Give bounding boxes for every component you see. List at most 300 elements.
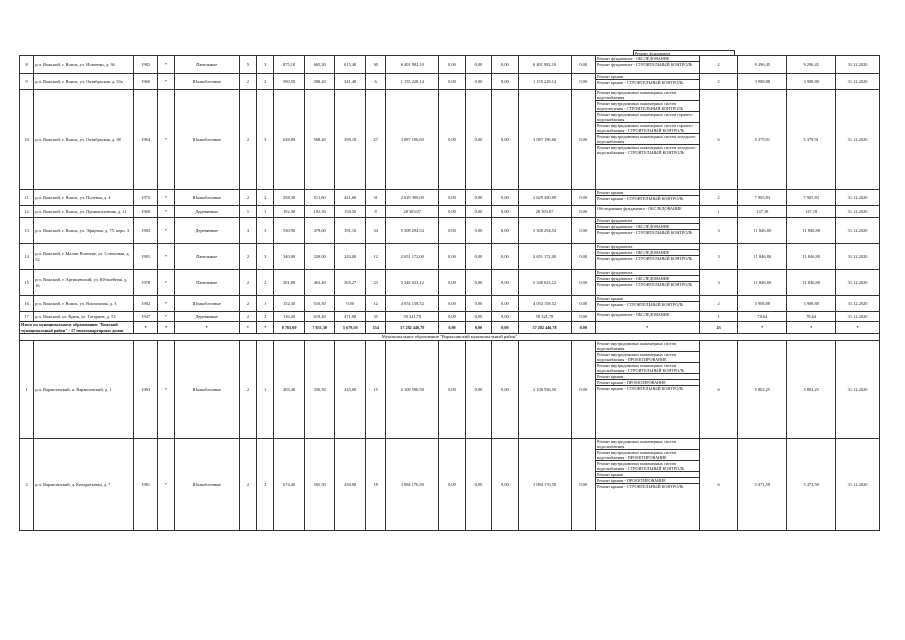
- table-cell: 2 106 596,50: [386, 341, 439, 439]
- address-cell: р.п. Вараксинский, д. Кондратьевка, д. 7: [34, 439, 134, 531]
- table-cell: *: [158, 206, 174, 218]
- total-cell: *: [787, 322, 836, 334]
- table-cell: 58 321,78: [386, 312, 439, 322]
- table-cell: 421,60: [335, 190, 366, 206]
- address-cell: р.п. Вожский, г. Вожск, ул. Октябрьская, д. 38: [34, 90, 134, 190]
- table-cell: 3: [257, 56, 274, 74]
- work-item: Ремонт фундамента - ОБСЛЕДОВАНИЕ: [596, 250, 699, 256]
- table-cell: Шлакоблочные: [174, 439, 239, 531]
- table-cell: 1: [239, 206, 256, 218]
- total-cell: 8 765,69: [274, 322, 305, 334]
- work-item: Ремонт крыши - СТРОИТЕЛЬНЫЙ КОНТРОЛЬ: [596, 80, 684, 85]
- total-cell: 0,00: [492, 322, 518, 334]
- table-cell: 0,00: [571, 439, 595, 531]
- table-cell: 31.12.2020: [836, 341, 880, 439]
- table-cell: 2: [239, 190, 256, 206]
- works-cell: [595, 296, 699, 312]
- table-cell: 0,00: [492, 218, 518, 244]
- table-cell: 3 908,88: [738, 74, 787, 90]
- table-cell: 0,00: [492, 90, 518, 190]
- work-item: Ремонт внутридомовых инженерных систем горячего водоснабжения: [596, 112, 699, 123]
- table-cell: 6 401 982,10: [518, 56, 571, 74]
- table-row: [20, 244, 880, 270]
- table-cell: 28 303,07: [518, 206, 571, 218]
- table-cell: 31.12.2020: [836, 90, 880, 190]
- table-cell: 1963: [133, 341, 157, 439]
- total-cell: 57 282 446,78: [386, 322, 439, 334]
- table-cell: *: [158, 74, 174, 90]
- table-cell: 7 905,83: [738, 190, 787, 206]
- table-cell: 0,00: [492, 341, 518, 439]
- table-cell: *: [158, 218, 174, 244]
- table-cell: 0,00: [439, 312, 465, 322]
- table-cell: 31.12.2020: [836, 312, 880, 322]
- address-cell: р.п. Вожский, г. Вожск, ул. Октябрьская, д. 33а: [34, 74, 134, 90]
- section-title: Муниципальное образование "Вараксинский муниципальный район": [20, 334, 880, 341]
- work-item: Ремонт фундамента - ОБСЛЕДОВАНИЕ: [596, 224, 699, 230]
- table-cell: 9 296,45: [738, 56, 787, 74]
- work-item: Ремонт фундамента - СТРОИТЕЛЬНЫЙ КОНТРОЛЬ: [596, 230, 693, 235]
- table-cell: 5 308 294,54: [518, 218, 571, 244]
- table-cell: 11 846,80: [787, 270, 836, 296]
- total-cell: 57 282 446,78: [518, 322, 571, 334]
- table-row: [20, 190, 880, 206]
- table-cell: 391,10: [335, 218, 366, 244]
- table-cell: Шлакоблочные: [174, 90, 239, 190]
- table-cell: 31.12.2020: [836, 296, 880, 312]
- work-item: Обследование фундамента - ОБСЛЕДОВАНИЕ: [596, 206, 682, 211]
- table-row: [20, 296, 880, 312]
- table-row: [20, 341, 880, 439]
- row-number-cell: 2: [20, 439, 34, 531]
- table-cell: 2: [257, 190, 274, 206]
- table-cell: 3: [239, 218, 256, 244]
- row-number-cell: 12: [20, 206, 34, 218]
- work-item: Ремонт крыши - ПРОЕКТИРОВАНИЕ: [596, 380, 699, 386]
- table-cell: 2: [699, 56, 738, 74]
- table-cell: 5 471,58: [787, 439, 836, 531]
- total-cell: *: [738, 322, 787, 334]
- table-cell: *: [158, 439, 174, 531]
- work-item: Ремонт фундамента: [596, 270, 699, 276]
- table-cell: 1960: [133, 74, 157, 90]
- table-cell: 405,40: [274, 341, 305, 439]
- address-cell: р.п. Вараксинский, п. Вараксинский, д. 1: [34, 341, 134, 439]
- table-cell: 1978: [133, 270, 157, 296]
- table-cell: 2: [239, 270, 256, 296]
- table-cell: 2 651 172,00: [518, 244, 571, 270]
- total-cell: *: [257, 322, 274, 334]
- table-cell: 3 084 176,50: [518, 439, 571, 531]
- table-cell: 3: [257, 244, 274, 270]
- table-cell: 18: [365, 439, 385, 531]
- table-cell: 243,00: [335, 244, 366, 270]
- works-cell: [595, 190, 699, 206]
- total-cell: *: [174, 322, 239, 334]
- table-cell: 6: [699, 341, 738, 439]
- table-cell: 3: [257, 90, 274, 190]
- works-cell: [595, 74, 699, 90]
- table-cell: 31.12.2020: [836, 190, 880, 206]
- table-cell: 340,00: [274, 244, 305, 270]
- table-cell: 530,90: [274, 218, 305, 244]
- table-cell: 0,00: [465, 270, 491, 296]
- work-item: Ремонт фундамента: [596, 244, 699, 250]
- table-row: [20, 218, 880, 244]
- table-cell: 2: [239, 312, 256, 322]
- works-cell: [595, 244, 699, 270]
- table-cell: Деревянные: [174, 312, 239, 322]
- table-cell: 0,00: [571, 218, 595, 244]
- table-cell: 8: [365, 206, 385, 218]
- table-cell: 3: [257, 218, 274, 244]
- work-item: Ремонт внутридомовых инженерных систем горячего водоснабжения - СТРОИТЕЛЬНЫЙ КОНТРОЛЬ: [596, 123, 699, 134]
- repair-plan-table-sheet: [19, 55, 880, 531]
- table-cell: 1975: [133, 190, 157, 206]
- row-number-cell: 13: [20, 218, 34, 244]
- table-row: [20, 439, 880, 531]
- work-item: Ремонт внутридомовых инженерных систем водоснабжения - ПРОЕКТИРОВАНИЕ: [596, 450, 699, 461]
- table-cell: 1: [699, 312, 738, 322]
- table-cell: 565,50: [304, 439, 335, 531]
- table-cell: 0,00: [492, 312, 518, 322]
- table-row: [20, 56, 880, 74]
- table-cell: 6 401 982,10: [386, 56, 439, 74]
- table-cell: 0,00: [492, 74, 518, 90]
- row-number-cell: 11: [20, 190, 34, 206]
- table-cell: 0,00: [465, 296, 491, 312]
- table-cell: 2: [239, 341, 256, 439]
- table-cell: 0,00: [465, 341, 491, 439]
- table-cell: 1: [257, 296, 274, 312]
- table-cell: 0,00: [571, 90, 595, 190]
- table-cell: 0,00: [571, 244, 595, 270]
- table-cell: 3 087 196,60: [386, 90, 439, 190]
- table-cell: 510,30: [304, 296, 335, 312]
- work-item: Ремонт внутридомовых инженерных систем водоснабжения: [596, 439, 699, 450]
- table-cell: 0,00: [439, 244, 465, 270]
- table-cell: 341,40: [335, 74, 366, 90]
- work-item: Ремонт крыши: [596, 296, 699, 302]
- table-cell: 638,80: [274, 90, 305, 190]
- table-cell: 0,00: [492, 270, 518, 296]
- table-cell: 1 155 228,14: [518, 74, 571, 90]
- table-row: [20, 270, 880, 296]
- table-cell: 3: [699, 218, 738, 244]
- work-item: Ремонт крыши - СТРОИТЕЛЬНЫЙ КОНТРОЛЬ: [596, 386, 684, 391]
- work-item: Ремонт крыши: [596, 74, 699, 80]
- table-cell: 3: [699, 270, 738, 296]
- table-cell: 501,80: [274, 270, 305, 296]
- table-cell: 0,00: [571, 270, 595, 296]
- table-cell: 1981: [133, 439, 157, 531]
- table-cell: 1: [257, 341, 274, 439]
- table-cell: 558,30: [274, 190, 305, 206]
- table-cell: 2: [699, 74, 738, 90]
- works-cell: [595, 341, 699, 439]
- works-cell: [595, 90, 699, 190]
- row-number-cell: 15: [20, 270, 34, 296]
- table-cell: 150,50: [335, 206, 366, 218]
- table-row: [20, 90, 880, 190]
- table-cell: 665,30: [304, 56, 335, 74]
- table-cell: 320,00: [304, 244, 335, 270]
- total-cell: 0,00: [571, 322, 595, 334]
- table-cell: 0,00: [439, 56, 465, 74]
- table-cell: *: [158, 270, 174, 296]
- table-cell: 31.12.2020: [836, 439, 880, 531]
- work-item: Ремонт внутридомовых инженерных систем водоснабжения: [596, 90, 699, 101]
- total-cell: 7 851,30: [304, 322, 335, 334]
- total-cell: 5 679,50: [335, 322, 366, 334]
- table-cell: 0,00: [492, 206, 518, 218]
- table-cell: 0,00: [492, 439, 518, 531]
- table-cell: 430,80: [335, 439, 366, 531]
- table-cell: 0,00: [571, 206, 595, 218]
- works-cell: [595, 56, 699, 74]
- table-cell: 0,00: [571, 190, 595, 206]
- table-cell: 3 908,88: [787, 74, 836, 90]
- address-cell: р.п. Вожский, г. Вожск, ул. Полевая, д. 4: [34, 190, 134, 206]
- table-cell: 7 905,83: [787, 190, 836, 206]
- top-work-cell: Ремонт фундамента: [633, 50, 735, 55]
- table-cell: 78,64: [738, 312, 787, 322]
- table-cell: 1: [257, 206, 274, 218]
- table-cell: *: [158, 312, 174, 322]
- total-cell: *: [836, 322, 880, 334]
- table-cell: 3 908,88: [787, 296, 836, 312]
- work-item: Ремонт крыши: [596, 190, 699, 196]
- table-cell: 0,00: [492, 56, 518, 74]
- table-cell: 5 802,25: [738, 341, 787, 439]
- table-cell: 2 629 390,09: [518, 190, 571, 206]
- table-cell: 192,30: [274, 206, 305, 218]
- table-cell: 78,64: [787, 312, 836, 322]
- table-cell: Деревянные: [174, 206, 239, 218]
- table-cell: 0,00: [439, 439, 465, 531]
- table-cell: 356,30: [304, 341, 335, 439]
- table-cell: 1960: [133, 206, 157, 218]
- table-cell: 31: [365, 190, 385, 206]
- work-item: Ремонт крыши - СТРОИТЕЛЬНЫЙ КОНТРОЛЬ: [596, 196, 684, 201]
- table-cell: Шлакоблочные: [174, 190, 239, 206]
- table-cell: 0,00: [571, 56, 595, 74]
- table-cell: 2: [239, 296, 256, 312]
- table-cell: 2: [257, 312, 274, 322]
- table-cell: 31.12.2020: [836, 270, 880, 296]
- total-cell: 43: [699, 322, 738, 334]
- total-row: [20, 322, 880, 334]
- table-cell: 0,00: [465, 312, 491, 322]
- table-cell: 390,10: [335, 90, 366, 190]
- table-cell: 2: [699, 296, 738, 312]
- table-cell: Панельные: [174, 56, 239, 74]
- table-cell: 0,00: [465, 56, 491, 74]
- table-cell: 6: [699, 439, 738, 531]
- work-item: Ремонт фундамента: [596, 218, 699, 224]
- table-cell: 1: [699, 206, 738, 218]
- works-cell: [595, 206, 699, 218]
- table-cell: 2: [239, 90, 256, 190]
- table-cell: 0,00: [571, 74, 595, 90]
- table-cell: 390,20: [304, 74, 335, 90]
- table-cell: 3 908,88: [738, 296, 787, 312]
- table-cell: 3 087 196,60: [518, 90, 571, 190]
- table-cell: 0,00: [439, 190, 465, 206]
- table-cell: 34: [365, 218, 385, 244]
- table-cell: *: [158, 56, 174, 74]
- table-cell: 5 802,25: [787, 341, 836, 439]
- table-cell: 35: [365, 312, 385, 322]
- work-item: Ремонт внутридомовых инженерных систем водоснабжения: [596, 341, 699, 352]
- row-number-cell: 16: [20, 296, 34, 312]
- section-header-row: [20, 334, 880, 341]
- table-cell: 568,20: [304, 90, 335, 190]
- total-cell: 354: [365, 322, 385, 334]
- table-cell: 0,00: [571, 312, 595, 322]
- address-cell: р.п. Вожский, г. Артищевский, ул. Юбилейная, д. 16: [34, 270, 134, 296]
- table-cell: 192,30: [304, 206, 335, 218]
- table-cell: 0,00: [465, 90, 491, 190]
- work-item: Ремонт фундамента - ОБСЛЕДОВАНИЕ: [596, 56, 699, 62]
- repair-plan-table: [19, 55, 880, 531]
- table-cell: 11 846,80: [787, 218, 836, 244]
- work-item: Ремонт крыши: [596, 472, 699, 478]
- work-item: Ремонт крыши: [596, 374, 699, 380]
- table-cell: 147,18: [787, 206, 836, 218]
- table-cell: Деревянные: [174, 218, 239, 244]
- table-cell: 2: [239, 439, 256, 531]
- table-cell: 4 054 158,52: [386, 296, 439, 312]
- row-number-cell: 1: [20, 341, 34, 439]
- work-item: Ремонт внутридомовых инженерных систем холодного водоснабжения - СТРОИТЕЛЬНЫЙ КОНТРОЛЬ: [596, 145, 696, 155]
- table-cell: 0,00: [465, 74, 491, 90]
- table-cell: 5 308 294,54: [386, 218, 439, 244]
- table-cell: 0,00: [439, 218, 465, 244]
- table-cell: 875,10: [274, 56, 305, 74]
- works-cell: [595, 218, 699, 244]
- table-cell: 471,80: [335, 312, 366, 322]
- table-cell: 116,20: [274, 312, 305, 322]
- table-cell: 0,00: [439, 206, 465, 218]
- table-cell: 1982: [133, 56, 157, 74]
- table-cell: 0,00: [571, 296, 595, 312]
- table-cell: 0,00: [465, 218, 491, 244]
- work-item: Ремонт внутридомовых инженерных систем водоснабжения - СТРОИТЕЛЬНЫЙ КОНТРОЛЬ: [596, 363, 699, 374]
- table-cell: 27: [365, 90, 385, 190]
- table-cell: 31.12.2020: [836, 244, 880, 270]
- table-cell: *: [158, 90, 174, 190]
- works-cell: [595, 270, 699, 296]
- table-cell: 0,00: [439, 74, 465, 90]
- table-cell: *: [158, 190, 174, 206]
- table-cell: 0,00: [335, 296, 366, 312]
- work-item: Ремонт крыши - ПРОЕКТИРОВАНИЕ: [596, 478, 699, 484]
- work-item: Ремонт внутридомовых инженерных систем водоснабжения - ПРОЕКТИРОВАНИЕ: [596, 352, 699, 363]
- table-cell: 0,00: [465, 244, 491, 270]
- table-cell: 0,00: [492, 190, 518, 206]
- table-cell: 2: [257, 270, 274, 296]
- address-cell: р.п. Вожский, г. Вожск, ул. Вокзальная, д. 3: [34, 296, 134, 312]
- table-cell: 365,27: [335, 270, 366, 296]
- table-cell: 11 846,80: [738, 244, 787, 270]
- table-cell: 0,00: [571, 341, 595, 439]
- work-item: Ремонт внутридомовых инженерных систем водоотведения - СТРОИТЕЛЬНЫЙ КОНТРОЛЬ: [596, 101, 699, 112]
- table-cell: 5 348 023,12: [518, 270, 571, 296]
- address-cell: р.п. Вожский, г. Вожск, ул. Эфирная, д. 75, корп. 3: [34, 218, 134, 244]
- table-cell: 6: [365, 74, 385, 90]
- table-cell: *: [158, 244, 174, 270]
- table-cell: 2: [239, 74, 256, 90]
- work-item: Ремонт крыши - СТРОИТЕЛЬНЫЙ КОНТРОЛЬ: [596, 484, 684, 489]
- table-cell: 590,50: [274, 74, 305, 90]
- table-cell: 31.12.2020: [836, 218, 880, 244]
- table-cell: Панельные: [174, 244, 239, 270]
- table-cell: 0,00: [439, 341, 465, 439]
- table-cell: 1964: [133, 90, 157, 190]
- table-cell: 0,00: [492, 244, 518, 270]
- table-cell: 615,40: [335, 56, 366, 74]
- work-item: Ремонт фундамента - СТРОИТЕЛЬНЫЙ КОНТРОЛЬ: [596, 256, 693, 261]
- row-number-cell: 17: [20, 312, 34, 322]
- table-cell: 30: [365, 56, 385, 74]
- table-cell: 619,40: [304, 312, 335, 322]
- total-label: Итого по муниципальному образованию "Вожский муниципальный район" - 17 многоквартирных домов: [20, 322, 134, 334]
- table-cell: 5 471,58: [738, 439, 787, 531]
- table-cell: 5 348 023,12: [386, 270, 439, 296]
- table-cell: 6: [699, 90, 738, 190]
- table-cell: 11 846,80: [738, 218, 787, 244]
- table-cell: 9 296,45: [787, 56, 836, 74]
- table-cell: 12: [365, 296, 385, 312]
- total-cell: *: [133, 322, 157, 334]
- table-cell: 2: [257, 74, 274, 90]
- table-cell: 0,00: [465, 190, 491, 206]
- work-item: Ремонт крыши - СТРОИТЕЛЬНЫЙ КОНТРОЛЬ: [596, 302, 684, 307]
- works-cell: [595, 312, 699, 322]
- table-cell: *: [158, 341, 174, 439]
- table-cell: 2: [699, 190, 738, 206]
- table-cell: 147,18: [738, 206, 787, 218]
- table-cell: 1981: [133, 244, 157, 270]
- table-cell: Панельные: [174, 270, 239, 296]
- total-cell: 0,00: [439, 322, 465, 334]
- table-cell: 0,00: [492, 296, 518, 312]
- total-cell: *: [158, 322, 174, 334]
- table-row: [20, 312, 880, 322]
- row-number-cell: 9: [20, 74, 34, 90]
- table-cell: 479,60: [304, 218, 335, 244]
- table-cell: 58 321,78: [518, 312, 571, 322]
- table-cell: 243,00: [335, 341, 366, 439]
- work-item: Ремонт фундамента - ОБСЛЕДОВАНИЕ: [596, 276, 699, 282]
- table-cell: 2 651 172,00: [386, 244, 439, 270]
- work-item: Ремонт фундамента - СТРОИТЕЛЬНЫЙ КОНТРОЛЬ: [596, 62, 693, 67]
- table-cell: 0,00: [465, 439, 491, 531]
- table-row: [20, 206, 880, 218]
- table-cell: 463,40: [304, 270, 335, 296]
- table-cell: 1982: [133, 218, 157, 244]
- table-cell: 31.12.2020: [836, 206, 880, 218]
- address-cell: р.п. Вожский, г. Малые Вожские, ул. Совхозная, д. 52: [34, 244, 134, 270]
- table-cell: 15: [365, 341, 385, 439]
- row-number-cell: 8: [20, 56, 34, 74]
- table-cell: Шлакоблочные: [174, 341, 239, 439]
- table-cell: 2: [239, 244, 256, 270]
- table-cell: 5: [239, 56, 256, 74]
- table-cell: 152,30: [274, 296, 305, 312]
- table-row: [20, 74, 880, 90]
